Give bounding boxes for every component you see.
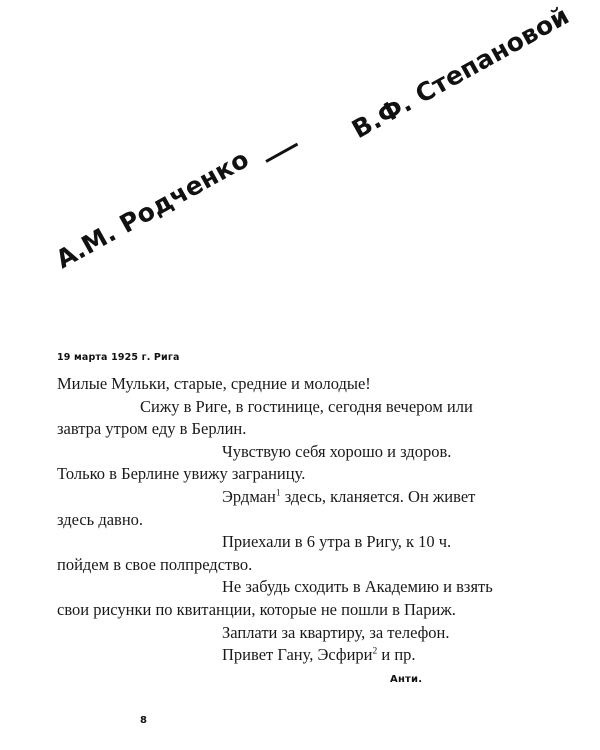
correspondence-heading [0,0,600,300]
letter-paragraph: Приехали в 6 утра в Ригу, к 10 ч. пойдем в свое полпредство. [57,532,452,574]
letter-paragraph: Не забудь сходить в Академию и взять свои рисунки по квитанции, которые не пошли в Париж. [57,577,493,619]
letter-body [57,352,502,687]
letter-salutation: Милые Мульки, старые, средние и молодые! [57,374,371,393]
heading-sender-name: А.М. Родченко [50,144,254,275]
letter-signature: Анти. [390,673,423,685]
footnote-marker: 1 [275,488,281,499]
letter-paragraph: Сижу в Риге, в гостинице, сегодня вечером или завтра утром еду в Берлин. [57,396,473,439]
page-number: 8 [140,715,147,726]
heading-recipient-name: В.Ф. Степановой [346,0,574,145]
letter-paragraph: Чувствую себя хорошо и здоров. Только в Берлине увижу заграницу. [57,441,452,484]
letter-paragraphs [57,396,502,667]
letter-paragraph: Эрдман$^1$ здесь, кланяется. Он живет здесь давно. [57,486,476,529]
letter-paragraph: Заплати за квартиру, за телефон. [222,622,450,642]
footnote-marker: 2 [372,646,378,657]
letter-paragraph: Привет Гану, Эсфири$^2$ и пр. [222,645,416,665]
letter-date-line: 19 марта 1925 г. Рига [57,352,180,363]
em-dash-rule-icon [265,143,298,163]
